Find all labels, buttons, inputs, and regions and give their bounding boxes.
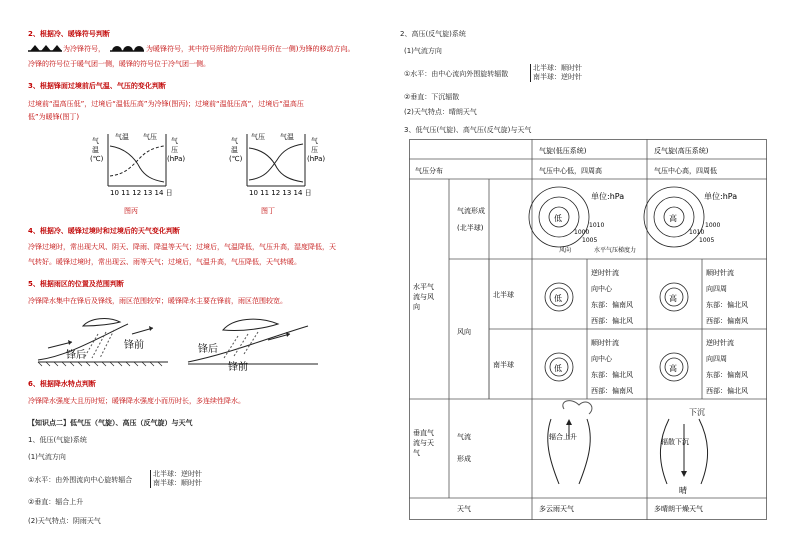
svg-text:气: 气 — [231, 137, 238, 145]
high-north: 北半球：顺时针 — [530, 64, 582, 73]
front-rain-diagrams — [28, 312, 328, 374]
cold-front-symbol-icon — [28, 44, 62, 52]
flow-form-label: 气流形成 — [457, 207, 485, 215]
paragraph-2b: 为暖锋符号，其中符号所指的方向(符号所在一侧)为锋的移动方向。 — [146, 45, 355, 53]
sh2: 向四周 — [706, 355, 727, 363]
knowledge-point-2: 【知识点二】低气压（气旋）、高压（反气旋）与天气 — [28, 419, 193, 427]
nl4: 西部：偏北风 — [591, 317, 633, 325]
svg-text:(℃): (℃) — [229, 155, 243, 163]
high-system-title: 2、高压(反气旋)系统 — [400, 30, 466, 38]
heading-2: 2、根据冷、暖锋符号判断 — [28, 30, 110, 38]
c1-caption: 图丙 — [124, 207, 138, 215]
high-horizontal: ①水平：由中心流向外围旋转辐散 — [404, 70, 509, 78]
heading-3: 3、根据锋面过境前后气温、气压的变化判断 — [28, 82, 166, 90]
high-vertical: ②垂直：下沉辐散 — [404, 93, 460, 101]
paragraph-6: 冷锋降水强度大且历时短；暖锋降水强度小而历时长，多连续性降水。 — [28, 397, 245, 405]
nh2: 向四周 — [706, 285, 727, 293]
high-val-0: 1010 — [689, 229, 705, 236]
heading-4: 4、根据冷、暖锋过境时和过境后的天气变化判断 — [28, 227, 180, 235]
section-3-title: 3、低气压(气旋)、高气压(反气旋)与天气 — [404, 126, 532, 134]
unit-low: 单位:hPa — [591, 192, 625, 201]
front2-after: 锋后 — [198, 344, 218, 355]
front1-after: 锋后 — [66, 350, 86, 361]
row-pressure: 气压分布 — [415, 167, 443, 175]
sl4: 西部：偏南风 — [591, 387, 633, 395]
high-south: 南半球：逆时针 — [530, 73, 582, 82]
chart-ding — [225, 128, 335, 218]
high-val-2: 1000 — [705, 222, 721, 229]
low-south: 南半球：顺时针 — [150, 479, 202, 488]
pressure-force-label: 水平气压梯度力 — [594, 247, 637, 254]
svg-text:(℃): (℃) — [90, 155, 104, 163]
nl1: 逆时针流 — [591, 269, 619, 277]
c1-xticks: 10 11 12 13 14 日 — [110, 189, 173, 197]
low-system-title: 1、低压(气旋)系统 — [28, 436, 87, 444]
weather-high: 多晴朗干燥天气 — [654, 505, 703, 513]
sl3: 东部：偏北风 — [591, 371, 633, 379]
svg-text:压: 压 — [311, 146, 318, 154]
paragraph-4b: 气转好。暖锋过境时，常出现云、雨等天气；过境后，气温升高，气压降低，天气转暖。 — [28, 258, 301, 266]
paragraph-2c: 冷锋的符号位于暖气团一侧，暖锋的符号位于冷气团一侧。 — [28, 60, 210, 68]
south-high-center: 高 — [669, 364, 677, 373]
weather-label: 天气 — [457, 505, 471, 513]
c2-line2: 气温 — [280, 133, 294, 141]
nh4: 西部：偏南风 — [706, 317, 748, 325]
c1-line2: 气压 — [143, 133, 157, 141]
comparison-table — [409, 139, 767, 520]
sink-label: 下沉 — [689, 408, 705, 417]
south-low-center: 低 — [554, 364, 562, 373]
nh3: 东部：偏北风 — [706, 301, 748, 309]
vflow-label: 气流 — [457, 433, 471, 441]
header-low: 气旋(低压系统) — [539, 147, 587, 155]
low-flow-dir: (1)气流方向 — [28, 453, 66, 461]
weather-low: 多云雨天气 — [539, 505, 574, 513]
svg-text:(hPa): (hPa) — [167, 155, 186, 163]
north-label: 北半球 — [493, 291, 514, 299]
nl2: 向中心 — [591, 285, 612, 293]
high-center: 高 — [669, 214, 677, 223]
low-vertical: ②垂直：辐合上升 — [28, 498, 84, 506]
nl3: 东部：偏南风 — [591, 301, 633, 309]
low-weather: (2)天气特点：阴雨天气 — [28, 517, 101, 525]
c2-line1: 气压 — [251, 133, 265, 141]
svg-text:气: 气 — [413, 449, 420, 457]
c2-caption: 图丁 — [261, 207, 275, 215]
low-val-2: 1010 — [589, 222, 605, 229]
front2-before: 锋前 — [228, 362, 248, 373]
nh1: 顺时针流 — [706, 269, 734, 277]
svg-text:(hPa): (hPa) — [307, 155, 326, 163]
c1-line1: 气温 — [115, 133, 129, 141]
svg-text:气: 气 — [171, 137, 178, 145]
vertical-label-1: 垂直气 — [413, 429, 434, 437]
sh1: 逆时针流 — [706, 339, 734, 347]
svg-text:温: 温 — [92, 146, 99, 154]
low-val-1: 1005 — [582, 237, 598, 244]
unit-high: 单位:hPa — [704, 192, 738, 201]
front1-before: 锋前 — [124, 340, 144, 351]
svg-text:流与天: 流与天 — [413, 439, 434, 447]
wind-direction-label: 风向 — [559, 247, 572, 254]
north-high-center: 高 — [669, 294, 677, 303]
svg-text:向: 向 — [413, 303, 420, 311]
sh3: 东部：偏南风 — [706, 371, 748, 379]
paragraph-2a: 为冷锋符号， — [63, 45, 105, 53]
sl1: 顺时针流 — [591, 339, 619, 347]
flow-form-hemisphere: (北半球) — [457, 224, 484, 232]
chart-bing — [80, 128, 190, 218]
low-pressure-dist: 气压中心低，四周高 — [539, 167, 602, 175]
warm-front-symbol-icon — [110, 44, 144, 52]
paragraph-5: 冷锋降水集中在锋后及锋线，雨区范围较窄；暖锋降水主要在锋前，雨区范围较宽。 — [28, 297, 287, 305]
low-north: 北半球：逆时针 — [150, 470, 202, 479]
sink2-label: 辐散下沉 — [661, 438, 689, 446]
c1-y1: 气 — [92, 137, 99, 145]
horizontal-flow-label-1: 水平气 — [413, 283, 434, 291]
high-flow-dir: (1)气流方向 — [404, 47, 442, 55]
north-low-center: 低 — [554, 294, 562, 303]
high-val-1: 1005 — [699, 237, 715, 244]
c2-xticks: 10 11 12 13 14 日 — [249, 189, 312, 197]
svg-text:气: 气 — [311, 137, 318, 145]
paragraph-3a: 过境前“温高压低”，过境后“温低压高”为冷锋(图丙)；过境前“温低压高”，过境后“温高压 — [28, 100, 304, 108]
heading-5: 5、根据雨区的位置及范围判断 — [28, 280, 124, 288]
low-center: 低 — [554, 214, 562, 223]
svg-text:压: 压 — [171, 146, 178, 154]
paragraph-3b: 低”为暖锋(图丁) — [28, 113, 80, 121]
south-label: 南半球 — [493, 361, 514, 369]
svg-text:温: 温 — [231, 146, 238, 154]
sl2: 向中心 — [591, 355, 612, 363]
paragraph-4a: 冷锋过境时，常出现大风、阴天、降雨、降温等天气；过境后，气温降低，气压升高，湿度降低，天 — [28, 243, 336, 251]
header-high: 反气旋(高压系统) — [654, 147, 709, 155]
low-horizontal: ①水平：由外围流向中心旋转辐合 — [28, 476, 133, 484]
sh4: 西部：偏北风 — [706, 387, 748, 395]
high-weather: (2)天气特点：晴朗天气 — [404, 108, 477, 116]
low-val-0: 1000 — [574, 229, 590, 236]
svg-text:流与风: 流与风 — [413, 293, 434, 301]
high-pressure-dist: 气压中心高，四周低 — [654, 167, 717, 175]
rise-label: 辐合上升 — [549, 433, 577, 441]
wind-label: 风向 — [457, 328, 471, 336]
heading-6: 6、根据降水特点判断 — [28, 380, 96, 388]
clear-label: 晴 — [679, 486, 687, 495]
vform-label: 形成 — [457, 455, 471, 463]
